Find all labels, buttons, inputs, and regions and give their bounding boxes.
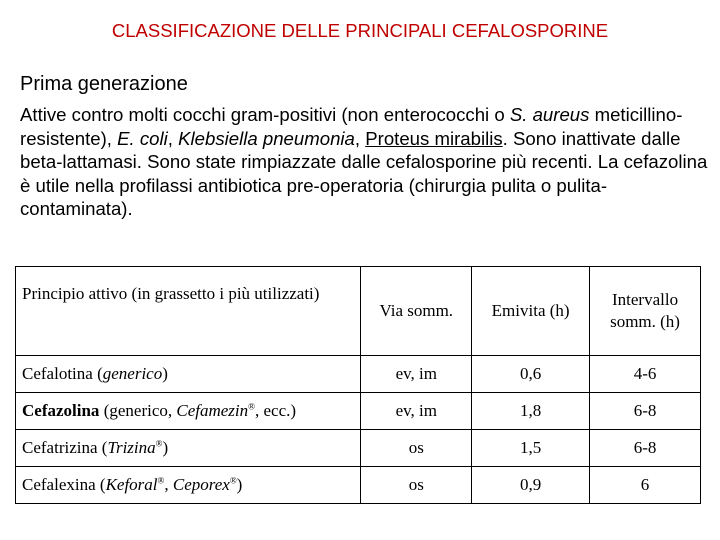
half-life-cell: 1,5 — [472, 430, 590, 467]
route-cell: os — [361, 430, 472, 467]
text-segment: . Sono inattivate dalle beta-lattamasi. Sono state rimpiazzate dalle cefalosporine più recenti. La cefazolina è utile nella profilassi antibiotica pre-operatoria (chirurgia pulita o pulita-contaminata). — [20, 127, 708, 219]
table-header-row — [16, 267, 701, 356]
drug-cell — [16, 393, 361, 430]
table-row — [16, 393, 701, 430]
registered-mark: ® — [248, 401, 255, 412]
text-segment: Attive contro molti cocchi gram-positivi (non enterococchi o — [20, 104, 510, 125]
header-route: Via somm. — [361, 267, 472, 356]
species-name: Klebsiella pneumonia — [178, 127, 355, 149]
drug-cell — [16, 356, 361, 393]
cephalosporin-table — [15, 266, 701, 504]
registered-mark: ® — [157, 475, 165, 486]
page-title: CLASSIFICAZIONE DELLE PRINCIPALI CEFALOSPORINE — [111, 20, 609, 41]
drug-name: Cefalexina — [22, 475, 96, 494]
text-segment: , — [354, 127, 366, 149]
text-segment: , — [167, 127, 179, 149]
registered-mark: ® — [229, 475, 237, 486]
section-subtitle: Prima generazione — [20, 73, 188, 95]
header-interval: Intervallo somm. (h) — [590, 267, 701, 356]
interval-cell: 6-8 — [590, 393, 701, 430]
brand-name: Ceporex — [172, 475, 230, 494]
text-segment: ( — [97, 438, 108, 457]
interval-cell: 6 — [590, 467, 701, 504]
table-row — [16, 430, 701, 467]
text-segment: ) — [236, 475, 243, 494]
description-paragraph — [20, 103, 710, 221]
route-cell: os — [361, 467, 472, 504]
table-row — [16, 467, 701, 504]
brand-name: Cefamezin — [176, 401, 249, 420]
drug-name: Cefalotina — [22, 364, 93, 383]
route-cell: ev, im — [361, 356, 472, 393]
header-half-life: Emivita (h) — [472, 267, 590, 356]
drug-cell — [16, 467, 361, 504]
text-segment: (generico, — [99, 401, 177, 420]
route-cell: ev, im — [361, 393, 472, 430]
species-name: E. coli — [117, 127, 168, 149]
drug-name: Cefazolina — [22, 401, 100, 420]
drug-cell — [16, 430, 361, 467]
species-name: S. aureus — [509, 104, 590, 125]
text-segment: , — [164, 475, 173, 494]
header-active-ingredient: Principio attivo (in grassetto i più utilizzati) — [16, 267, 361, 356]
half-life-cell: 0,9 — [472, 467, 590, 504]
text-segment: meticillino-resistente), — [20, 104, 683, 149]
text-segment: ( — [95, 475, 106, 494]
species-name-underlined: Proteus mirabilis — [365, 127, 503, 149]
table-row — [16, 356, 701, 393]
half-life-cell: 0,6 — [472, 356, 590, 393]
text-segment: ) — [162, 438, 169, 457]
interval-cell: 6-8 — [590, 430, 701, 467]
registered-mark: ® — [155, 438, 163, 449]
drug-name: Cefatrizina — [22, 438, 98, 457]
text-segment: ( — [92, 364, 103, 383]
text-segment: , ecc.) — [255, 401, 297, 420]
text-segment: ) — [162, 364, 168, 383]
brand-name: Keforal — [105, 475, 158, 494]
interval-cell: 4-6 — [590, 356, 701, 393]
brand-name: generico — [102, 364, 163, 383]
brand-name: Trizina — [107, 438, 156, 457]
half-life-cell: 1,8 — [472, 393, 590, 430]
